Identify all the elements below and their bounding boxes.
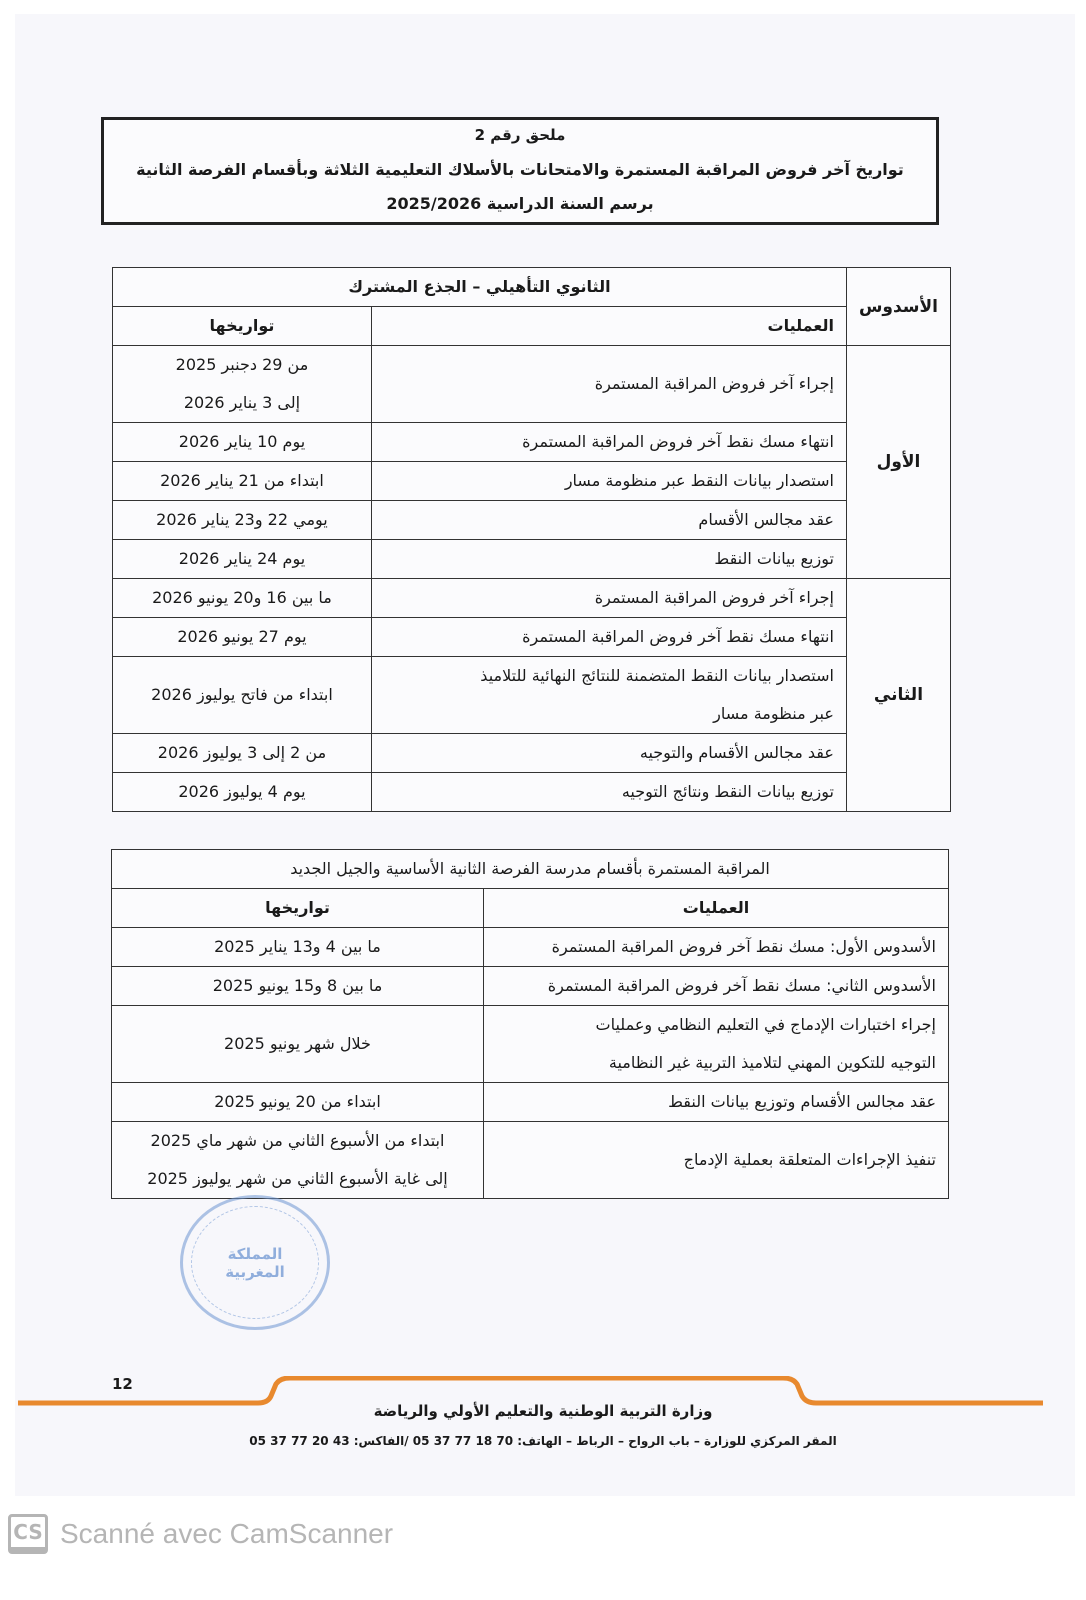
stamp-line: المغربية xyxy=(225,1262,285,1281)
operations-header: العمليات xyxy=(371,307,846,346)
date-cell xyxy=(112,1122,484,1199)
table-row xyxy=(112,1083,949,1122)
operation-line: استصدار بيانات النقط المتضمنة للنتائج النهائية للتلاميذ xyxy=(480,666,834,685)
date-cell: ابتداء من فاتح يوليوز 2026 xyxy=(113,657,372,734)
table-row xyxy=(113,540,951,579)
secondary-schedule-table xyxy=(112,267,951,812)
operation-line: إجراء اختبارات الإدماج في التعليم النظامي وعمليات xyxy=(595,1015,936,1034)
footer-line-path xyxy=(18,1378,1043,1403)
operation-cell: توزيع بيانات النقط ونتائج التوجيه xyxy=(371,773,846,812)
dates-header: تواريخها xyxy=(112,889,484,928)
date-cell: ابتداء من 21 يناير 2026 xyxy=(113,462,372,501)
date-cell: ابتداء من 20 يونيو 2025 xyxy=(112,1083,484,1122)
operation-cell: عقد مجالس الأقسام xyxy=(371,501,846,540)
operation-cell: انتهاء مسك نقط آخر فروض المراقبة المستمرة xyxy=(371,423,846,462)
stamp-inner-ring xyxy=(191,1206,319,1319)
date-cell: ما بين 16 و20 يونيو 2026 xyxy=(113,579,372,618)
camscanner-logo-icon: CS xyxy=(8,1514,48,1554)
date-cell: ما بين 4 و13 يناير 2025 xyxy=(112,928,484,967)
table-row xyxy=(113,423,951,462)
operation-cell: انتهاء مسك نقط آخر فروض المراقبة المستمرة xyxy=(371,618,846,657)
operation-cell: إجراء آخر فروض المراقبة المستمرة xyxy=(371,346,846,423)
table-row xyxy=(112,1006,949,1083)
operation-cell: تنفيذ الإجراءات المتعلقة بعملية الإدماج xyxy=(484,1122,949,1199)
operation-line: التوجيه للتكوين المهني لتلاميذ التربية غير النظامية xyxy=(608,1053,936,1072)
date-line: ابتداء من الأسبوع الثاني من شهر ماي 2025 xyxy=(150,1131,445,1150)
date-cell: يوم 10 يناير 2026 xyxy=(113,423,372,462)
table-row xyxy=(113,346,951,423)
operation-cell: الأسدوس الأول: مسك نقط آخر فروض المراقبة المستمرة xyxy=(484,928,949,967)
operation-cell: عقد مجالس الأقسام والتوجيه xyxy=(371,734,846,773)
second-chance-schedule-table xyxy=(111,849,949,1199)
operation-line: عبر منظومة مسار xyxy=(713,704,834,723)
document-title: تواريخ آخر فروض المراقبة المستمرة والامتحانات بالأسلاك التعليمية الثلاثة وبأقسام الفرصة الثانية xyxy=(136,160,904,179)
title-box xyxy=(101,117,939,225)
operation-cell: عقد مجالس الأقسام وتوزيع بيانات النقط xyxy=(484,1083,949,1122)
dates-header: تواريخها xyxy=(113,307,372,346)
date-line: إلى غاية الأسبوع الثاني من شهر يوليوز 2025 xyxy=(147,1169,448,1188)
page-number: 12 xyxy=(112,1375,133,1393)
camscanner-watermark xyxy=(8,1514,393,1554)
operation-cell: استصدار بيانات النقط عبر منظومة مسار xyxy=(371,462,846,501)
table-row xyxy=(113,579,951,618)
date-cell: من 2 إلى 3 يوليوز 2026 xyxy=(113,734,372,773)
date-cell: يوم 27 يونيو 2026 xyxy=(113,618,372,657)
table-row xyxy=(113,657,951,734)
table1-caption: الثانوي التأهيلي – الجذع المشترك xyxy=(113,268,847,307)
table-row xyxy=(113,462,951,501)
camscanner-text: Scanné avec CamScanner xyxy=(60,1518,394,1549)
table-row xyxy=(112,928,949,967)
operation-cell xyxy=(484,1006,949,1083)
operation-cell xyxy=(371,657,846,734)
operations-header: العمليات xyxy=(484,889,949,928)
annex-label: ملحق رقم 2 xyxy=(474,126,566,144)
stamp-line: المملكة xyxy=(227,1244,283,1263)
date-cell: يوم 24 يناير 2026 xyxy=(113,540,372,579)
operation-cell: توزيع بيانات النقط xyxy=(371,540,846,579)
date-cell xyxy=(113,346,372,423)
semester-second: الثاني xyxy=(846,579,950,812)
table2-caption: المراقبة المستمرة بأقسام مدرسة الفرصة الثانية الأساسية والجيل الجديد xyxy=(112,850,949,889)
table-row xyxy=(113,773,951,812)
date-line: إلى 3 يناير 2026 xyxy=(183,393,301,412)
ministry-name: وزارة التربية الوطنية والتعليم الأولي والرياضة xyxy=(373,1402,713,1420)
document-subtitle: برسم السنة الدراسية 2025/2026 xyxy=(386,194,654,213)
date-cell: ما بين 8 و15 يونيو 2025 xyxy=(112,967,484,1006)
semester-header: الأسدوس xyxy=(846,268,950,346)
operation-cell: الأسدوس الثاني: مسك نقط آخر فروض المراقبة المستمرة xyxy=(484,967,949,1006)
table-row xyxy=(113,618,951,657)
official-stamp xyxy=(180,1195,330,1330)
table-row xyxy=(112,967,949,1006)
table-row xyxy=(112,1122,949,1199)
operation-cell: إجراء آخر فروض المراقبة المستمرة xyxy=(371,579,846,618)
semester-first: الأول xyxy=(846,346,950,579)
date-line: من 29 دجنبر 2025 xyxy=(175,355,309,374)
date-cell: يومي 22 و23 يناير 2026 xyxy=(113,501,372,540)
table-row xyxy=(113,501,951,540)
table-row xyxy=(113,734,951,773)
date-cell: يوم 4 يوليوز 2026 xyxy=(113,773,372,812)
ministry-address: المقر المركزي للوزارة – باب الرواح – الرباط – الهاتف: 70 18 77 37 05 /الفاكس: 43 20 77 37 05 xyxy=(249,1434,837,1448)
date-cell: خلال شهر يونيو 2025 xyxy=(112,1006,484,1083)
